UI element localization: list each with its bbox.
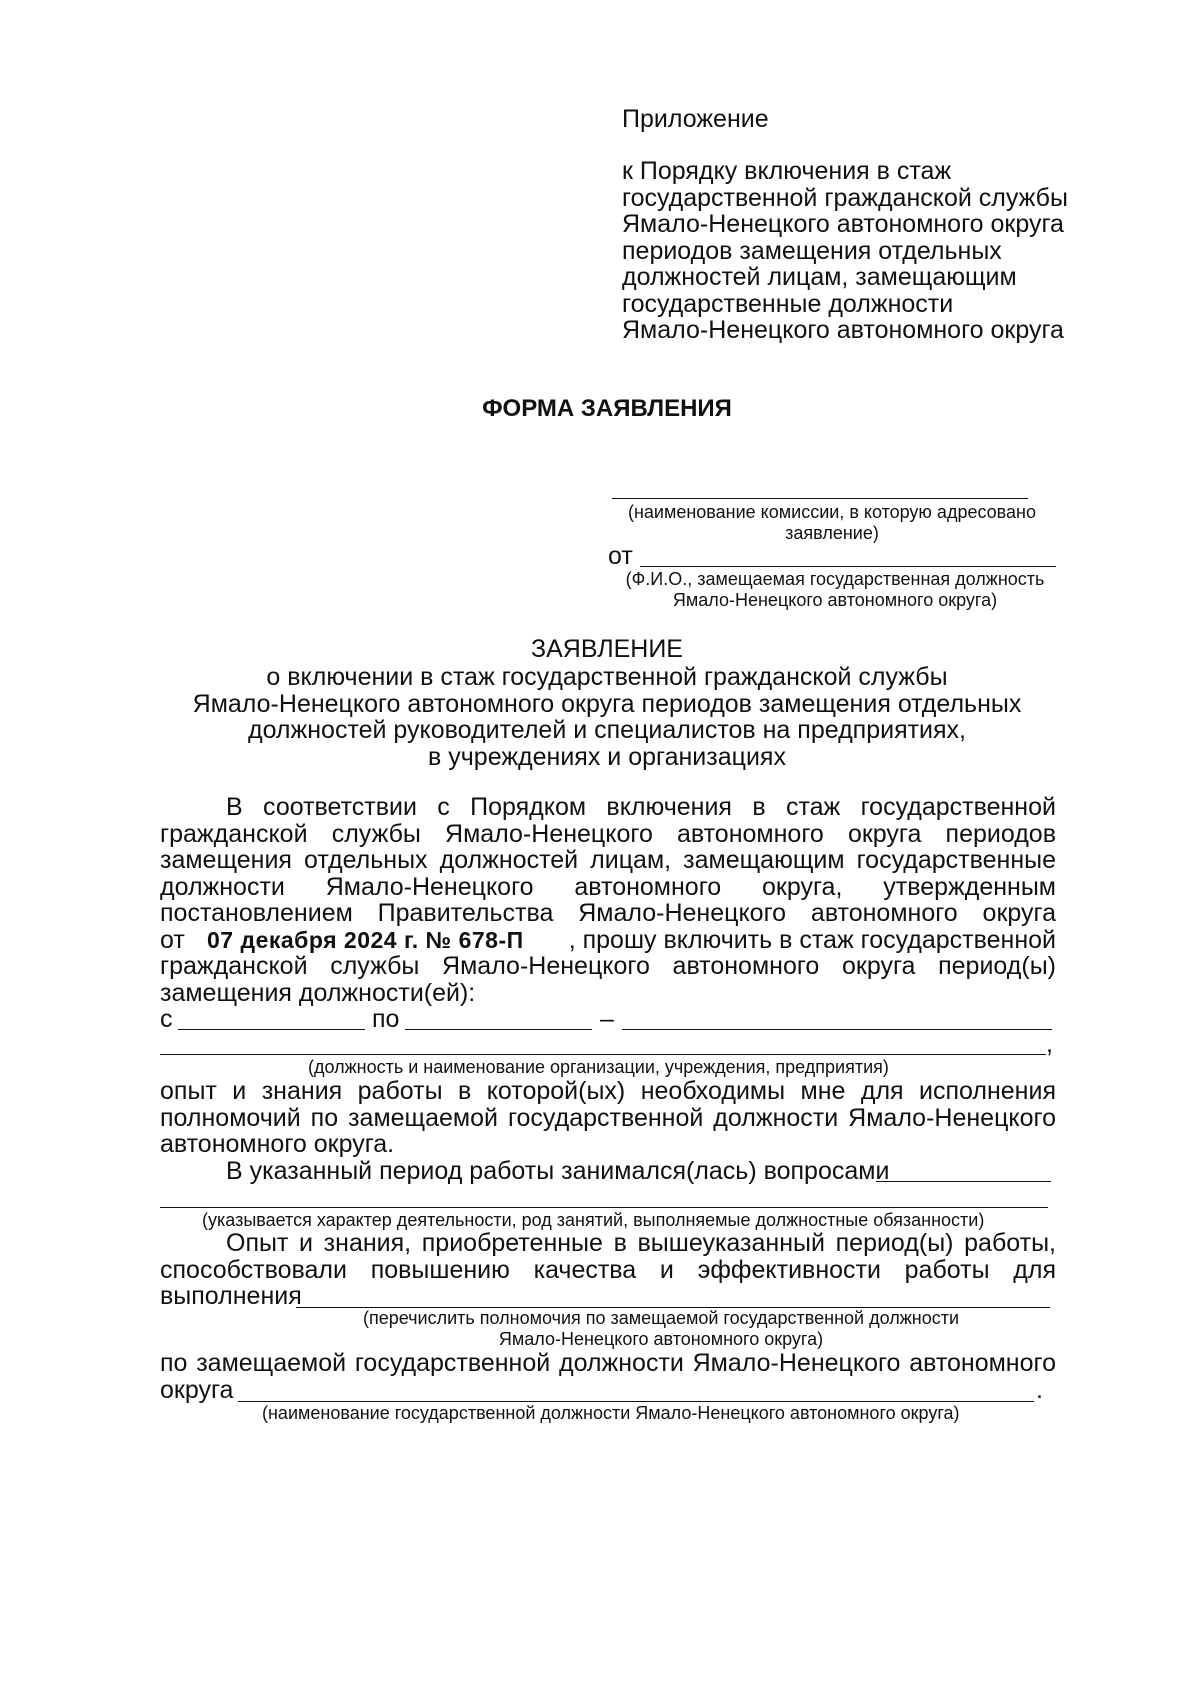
commission-caption [612,502,1052,544]
paragraph-4 [160,1230,1056,1310]
p4-line-3: выполнения [160,1282,302,1310]
statement-subheading-3: должностей руководителей и специалистов на предприятиях, [247,716,967,744]
decree-date: 07 декабря 2024 г. № 678-П [207,926,524,953]
paragraph-2 [160,1078,1056,1158]
activity-caption: (указывается характер деятельности, род занятий, выполняемые должностные обязанности) [202,1210,985,1230]
powers-caption [296,1308,1026,1350]
period-extra-field[interactable] [622,1029,1052,1030]
fio-caption [600,569,1070,611]
annex-block [622,105,1182,344]
period-from-label: с [160,1005,173,1033]
annex-line-7: Ямало-Ненецкого автономного округа [622,316,1064,344]
p1-line-3: замещения отдельных должностей лицам, замещающим государственные [160,846,1056,874]
p1-line-2: гражданской службы Ямало-Ненецкого автономного округа периодов [160,819,1056,848]
p1-line-8: замещения должности(ей): [160,978,476,1007]
p1-line-1: В соответствии с Порядком включения в стаж государственной [226,793,1056,821]
p2-line-1: опыт и знания работы в которой(ых) необходимы мне для исполнения [160,1077,1056,1105]
fio-field-line[interactable] [640,566,1056,567]
fio-caption-line-1: (Ф.И.О., замещаемая государственная должность [625,569,1045,589]
annex-line-5: должностей лицам, замещающим [622,263,1017,291]
p4-line-1: Опыт и знания, приобретенные в вышеуказанный период(ы) работы, [226,1229,1056,1257]
period-dash: – [600,1005,614,1033]
position-comma: , [1046,1030,1053,1058]
position-name-field-line[interactable] [238,1401,1034,1402]
period-from-field[interactable] [178,1029,365,1030]
powers-caption-line-1: (перечислить полномочия по замещаемой государственной должности [362,1308,960,1328]
commission-caption-line-1: (наименование комиссии, в которую адресовано [627,502,1037,522]
commission-field-line[interactable] [612,498,1028,499]
final-period: . [1036,1376,1043,1404]
p1-line-4: должности Ямало-Ненецкого автономного округа, утвержденным [160,872,1056,901]
annex-line-1: к Порядку включения в стаж [622,157,952,185]
powers-caption-line-2: Ямало-Ненецкого автономного округа) [498,1329,824,1349]
statement-subheading-1: о включении в стаж государственной гражданской службы [266,663,948,691]
form-title: ФОРМА ЗАЯВЛЕНИЯ [482,395,732,422]
p1-line-6-rest: , прошу включить в стаж государственной [568,925,1056,954]
issues-field-short[interactable] [876,1181,1051,1182]
position-name-caption: (наименование государственной должности Ямало-Ненецкого автономного округа) [262,1403,960,1423]
annex-line-4: периодов замещения отдельных [622,236,1002,265]
p1-line-7: гражданской службы Ямало-Ненецкого автономного округа период(ы) [160,952,1056,980]
p5-line-2: округа [160,1375,234,1404]
p3-line-1: В указанный период работы занимался(лась) вопросами [226,1157,890,1185]
p4-line-2: способствовали повышению качества и эффективности работы для [160,1255,1056,1284]
annex-line-2: государственной гражданской службы [622,183,1068,212]
fio-caption-line-2: Ямало-Ненецкого автономного округа) [672,590,998,610]
paragraph-5 [160,1350,1056,1403]
from-label: от [608,542,633,570]
statement-subheading-2: Ямало-Ненецкого автономного округа периодов замещения отдельных [192,689,1022,718]
annex-title: Приложение [622,105,769,133]
p1-line-6 [160,927,1056,954]
statement-heading: ЗАЯВЛЕНИЕ [530,635,683,663]
issues-field-line[interactable] [160,1207,1048,1208]
commission-caption-line-2: заявление) [785,523,879,543]
position-field-line[interactable] [160,1054,1046,1055]
p2-line-2: полномочий по замещаемой государственной должности Ямало-Ненецкого [160,1103,1056,1132]
p1-line-5: постановлением Правительства Ямало-Ненецкого автономного округа [160,899,1056,927]
p5-line-1: по замещаемой государственной должности Ямало-Ненецкого автономного [160,1349,1056,1377]
annex-line-6: государственные должности [622,289,954,318]
p1-from-label: от [160,925,185,954]
annex-line-3: Ямало-Ненецкого автономного округа [622,210,1064,238]
statement-subheading-4: в учреждениях и организациях [428,742,786,771]
period-to-field[interactable] [405,1029,592,1030]
period-to-label: по [372,1005,400,1033]
statement-heading-block [0,635,1200,770]
position-caption: (должность и наименование организации, учреждения, предприятия) [308,1057,889,1077]
p2-line-3: автономного округа. [160,1130,395,1158]
paragraph-1 [160,794,1056,1006]
